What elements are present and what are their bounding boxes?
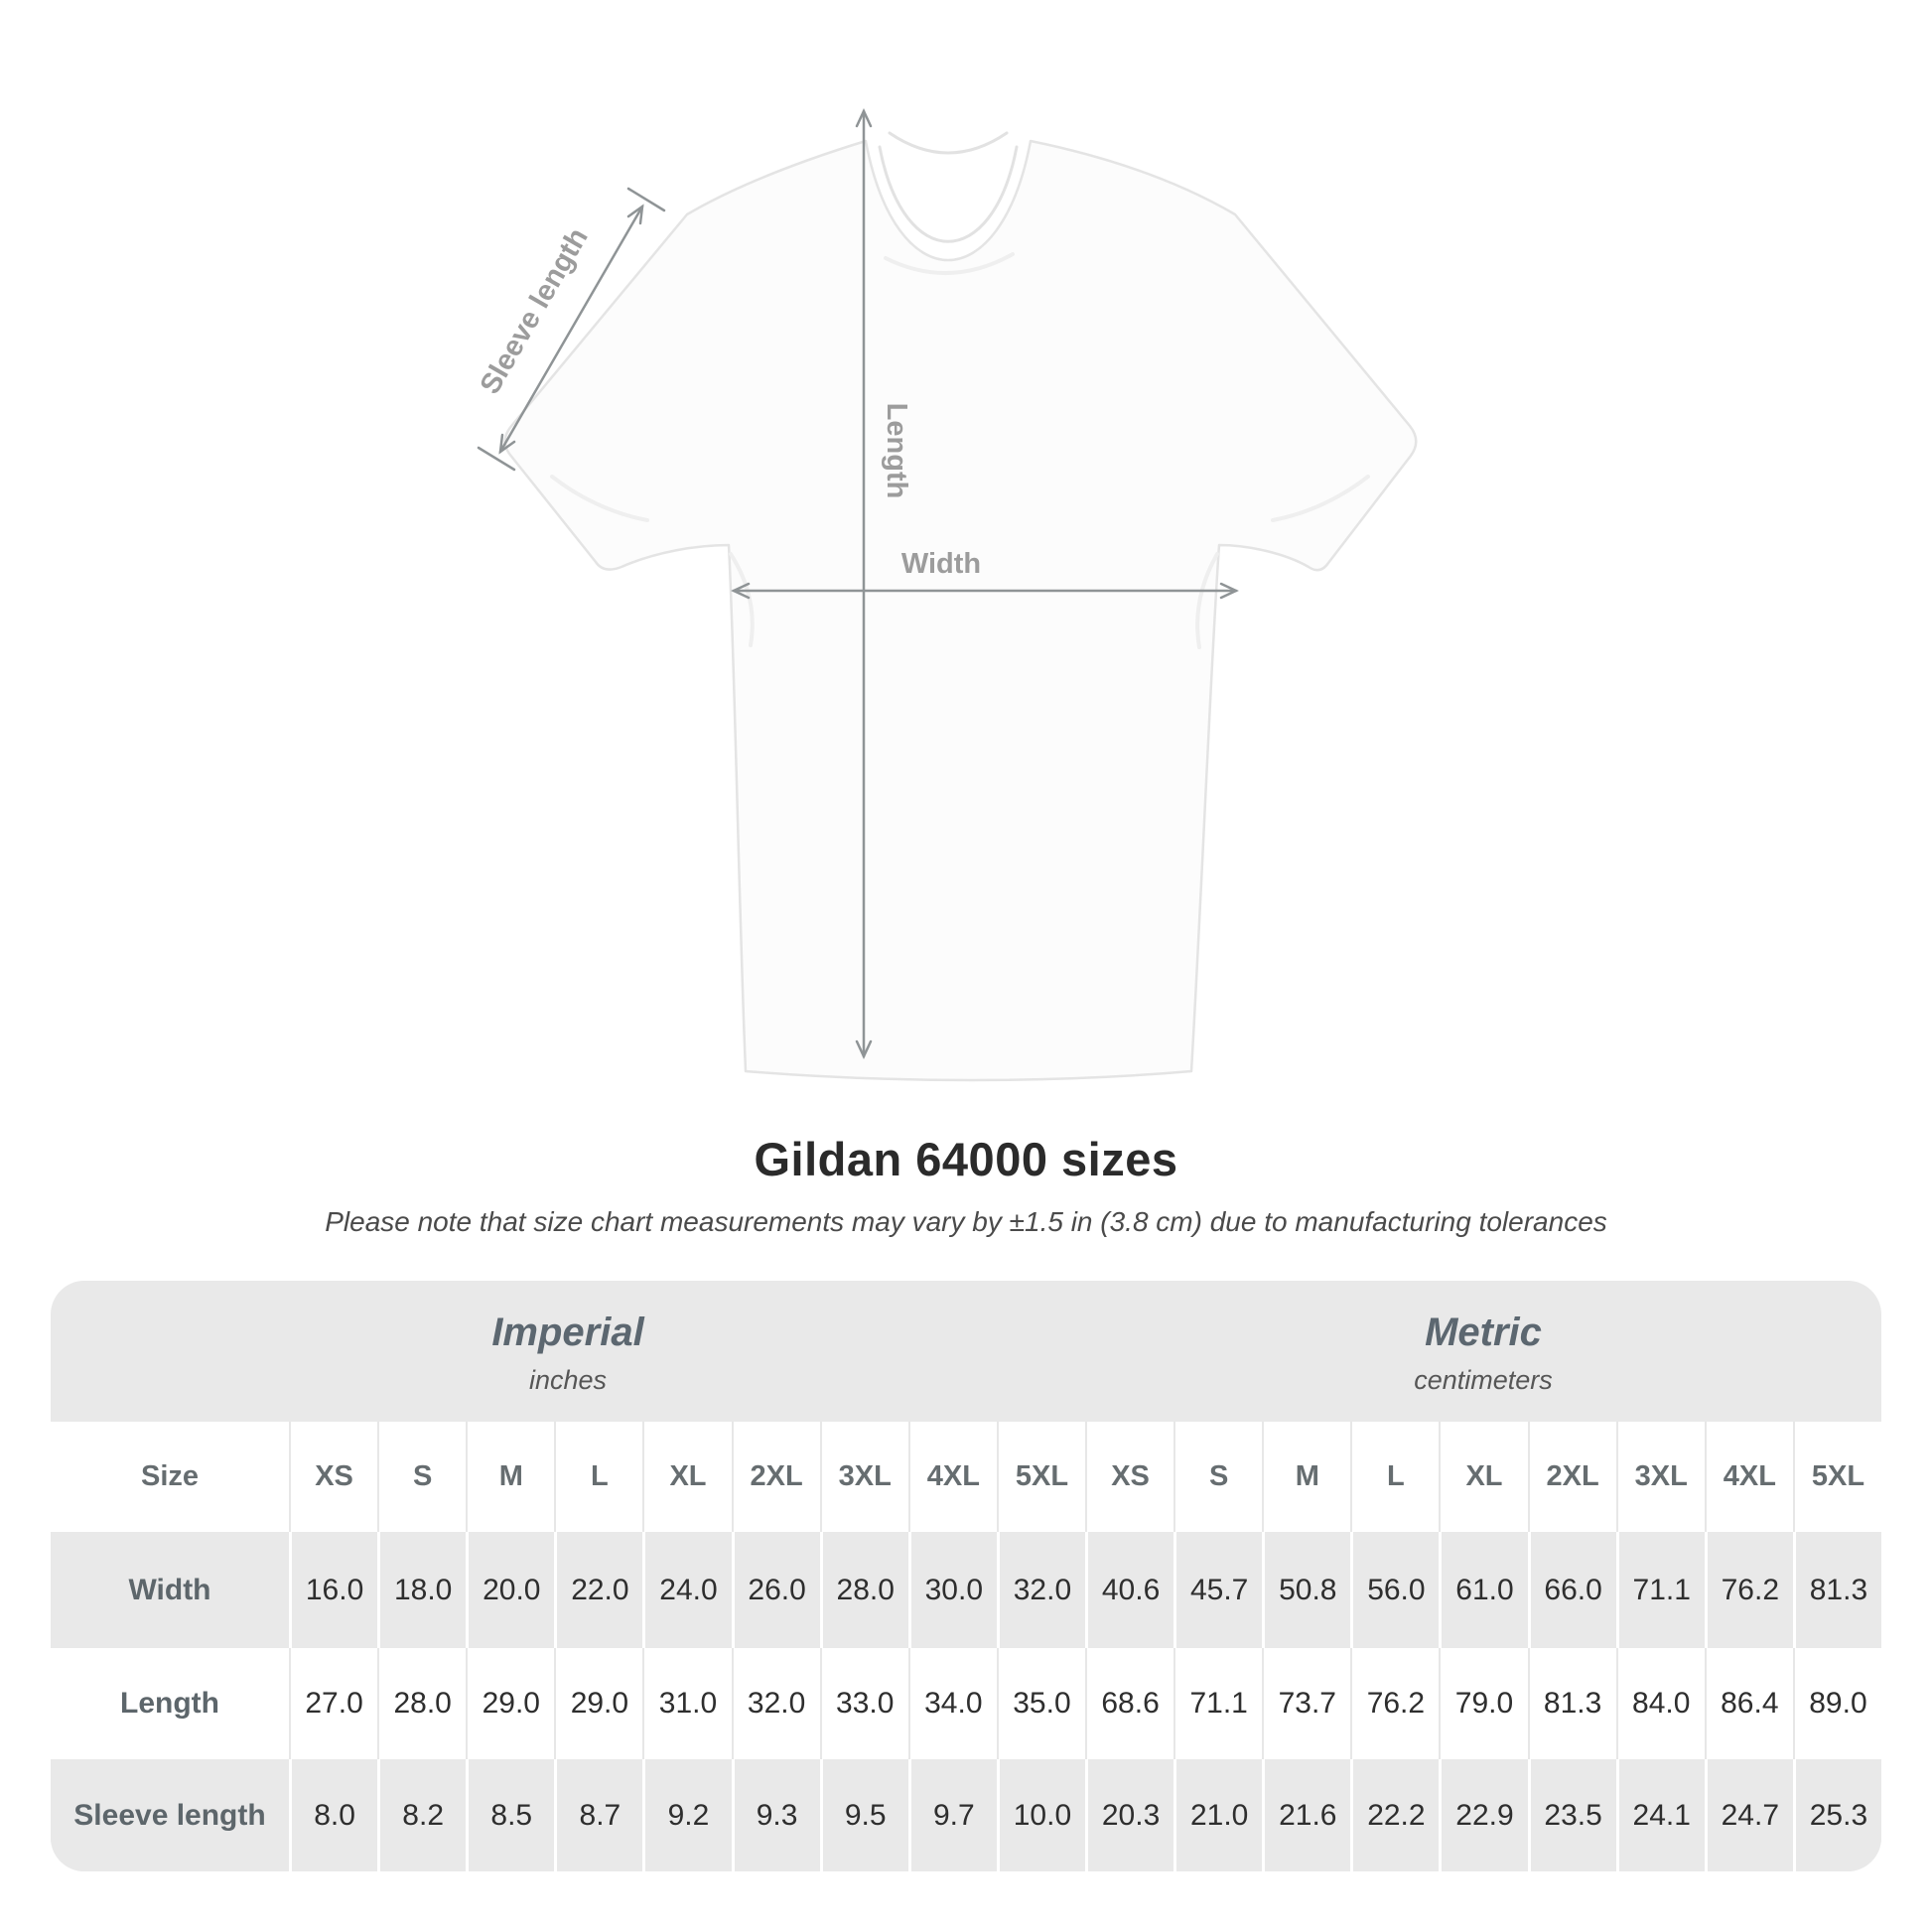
table-cell: 56.0 [1350, 1532, 1439, 1648]
size-header-cell: 5XL [997, 1422, 1085, 1532]
table-cell: 23.5 [1528, 1759, 1616, 1871]
imperial-group-header [51, 1281, 1085, 1422]
size-header-cell: XS [1085, 1422, 1173, 1532]
length-label: Length [881, 402, 912, 499]
table-cell: 22.9 [1439, 1759, 1527, 1871]
table-cell: 71.1 [1173, 1648, 1262, 1759]
size-header-cell: 4XL [908, 1422, 997, 1532]
heading-block [0, 1132, 1932, 1238]
table-cell: 26.0 [732, 1532, 820, 1648]
table-cell: 8.5 [466, 1759, 554, 1871]
size-column-header: Size [140, 1460, 200, 1492]
tshirt-size-diagram [318, 50, 1449, 1117]
metric-group-name: Metric [1425, 1311, 1542, 1354]
table-cell: 66.0 [1528, 1532, 1616, 1648]
table-cell: 8.7 [554, 1759, 642, 1871]
tshirt-image [505, 133, 1417, 1080]
table-cell: 76.2 [1705, 1532, 1793, 1648]
size-header-cell: 3XL [1616, 1422, 1705, 1532]
table-cell: 68.6 [1085, 1648, 1173, 1759]
table-cell: 28.0 [820, 1532, 908, 1648]
table-cell: 33.0 [820, 1648, 908, 1759]
table-cell: 27.0 [289, 1648, 377, 1759]
metric-group-header [1085, 1281, 1881, 1422]
table-cell: 50.8 [1262, 1532, 1350, 1648]
table-cell: 84.0 [1616, 1648, 1705, 1759]
size-header-cell: M [1262, 1422, 1350, 1532]
metric-group-unit: centimeters [1414, 1365, 1553, 1395]
table-cell: 22.2 [1350, 1759, 1439, 1871]
table-cell: 24.0 [642, 1532, 731, 1648]
size-header-cell: 3XL [820, 1422, 908, 1532]
table-cell: 24.7 [1705, 1759, 1793, 1871]
table-cell: 9.7 [908, 1759, 997, 1871]
size-header-row [51, 1422, 1881, 1532]
table-cell: 81.3 [1528, 1648, 1616, 1759]
sleeve-length-label: Sleeve length [474, 222, 595, 400]
collar-inner-edge [880, 147, 1017, 241]
unit-group-row [51, 1281, 1881, 1422]
size-header-cell: M [466, 1422, 554, 1532]
size-header-cell: S [377, 1422, 466, 1532]
table-cell: 86.4 [1705, 1648, 1793, 1759]
size-header-cell: XL [1439, 1422, 1527, 1532]
table-cell: 28.0 [377, 1648, 466, 1759]
table-cell: 73.7 [1262, 1648, 1350, 1759]
table-cell: 76.2 [1350, 1648, 1439, 1759]
width-label: Width [900, 548, 982, 580]
table-cell: 45.7 [1173, 1532, 1262, 1648]
table-row-length [51, 1648, 1881, 1759]
table-cell: 20.3 [1085, 1759, 1173, 1871]
size-header-cell: XL [642, 1422, 731, 1532]
table-cell: 32.0 [997, 1532, 1085, 1648]
size-header-cell: S [1173, 1422, 1262, 1532]
size-header-cell: L [554, 1422, 642, 1532]
table-cell: 20.0 [466, 1532, 554, 1648]
table-cell: 10.0 [997, 1759, 1085, 1871]
size-header-cell: 2XL [732, 1422, 820, 1532]
table-cell: 34.0 [908, 1648, 997, 1759]
table-cell: 16.0 [289, 1532, 377, 1648]
table-cell: 9.2 [642, 1759, 731, 1871]
table-cell: 31.0 [642, 1648, 731, 1759]
size-header-cell: 4XL [1705, 1422, 1793, 1532]
table-cell: 22.0 [554, 1532, 642, 1648]
table-cell: 71.1 [1616, 1532, 1705, 1648]
tshirt-outline [505, 141, 1417, 1080]
table-cell: 25.3 [1793, 1759, 1881, 1871]
size-table [51, 1281, 1881, 1871]
row-label: Length [120, 1687, 219, 1720]
table-cell: 21.6 [1262, 1759, 1350, 1871]
table-cell: 24.1 [1616, 1759, 1705, 1871]
collar-back-edge [890, 133, 1007, 153]
table-cell: 61.0 [1439, 1532, 1527, 1648]
table-cell: 35.0 [997, 1648, 1085, 1759]
size-header-cell: 2XL [1528, 1422, 1616, 1532]
table-cell: 29.0 [466, 1648, 554, 1759]
table-cell: 8.2 [377, 1759, 466, 1871]
table-cell: 79.0 [1439, 1648, 1527, 1759]
table-cell: 40.6 [1085, 1532, 1173, 1648]
table-cell: 21.0 [1173, 1759, 1262, 1871]
table-cell: 29.0 [554, 1648, 642, 1759]
table-cell: 9.3 [732, 1759, 820, 1871]
size-header-cell: XS [289, 1422, 377, 1532]
table-cell: 18.0 [377, 1532, 466, 1648]
page-title: Gildan 64000 sizes [754, 1133, 1178, 1185]
table-cell: 89.0 [1793, 1648, 1881, 1759]
size-header-cell: 5XL [1793, 1422, 1881, 1532]
tolerance-note: Please note that size chart measurements may vary by ±1.5 in (3.8 cm) due to manufacturing tolerances [325, 1206, 1607, 1237]
table-cell: 30.0 [908, 1532, 997, 1648]
size-header-cell: L [1350, 1422, 1439, 1532]
imperial-group-name: Imperial [491, 1311, 644, 1354]
row-label: Width [128, 1573, 211, 1606]
table-row-width [51, 1532, 1881, 1648]
imperial-group-unit: inches [528, 1365, 608, 1395]
row-label: Sleeve length [73, 1798, 266, 1832]
table-cell: 81.3 [1793, 1532, 1881, 1648]
table-row-sleeve-length [51, 1759, 1881, 1871]
table-cell: 8.0 [289, 1759, 377, 1871]
table-cell: 9.5 [820, 1759, 908, 1871]
table-cell: 32.0 [732, 1648, 820, 1759]
